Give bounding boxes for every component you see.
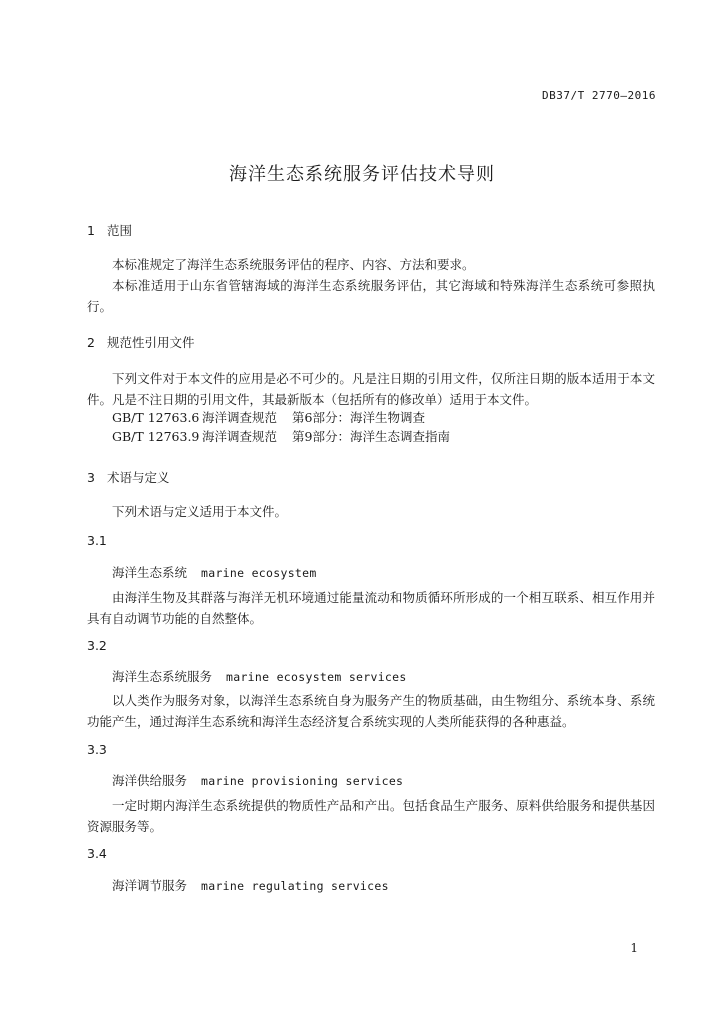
section-title: 范围 <box>107 223 133 238</box>
term-entry <box>112 667 407 685</box>
section-title: 术语与定义 <box>107 470 170 485</box>
term-definition: 以人类作为服务对象，以海洋生态系统自身为服务产生的物质基础，由生物组分、系统本身、系统功能产生，通过海洋生态系统和海洋生态经济复合系统实现的人类所能获得的各种惠益。 <box>87 693 655 729</box>
term-english: marine ecosystem <box>201 566 317 580</box>
section-number: 3 <box>87 470 95 485</box>
term-definition: 一定时期内海洋生态系统提供的物质性产品和产出。包括食品生产服务、原料供给服务和提供基因资源服务等。 <box>87 798 655 834</box>
reference-item <box>112 428 450 446</box>
reference-code: GB/T 12763.9 <box>112 429 200 444</box>
paragraph: 下列术语与定义适用于本文件。 <box>112 504 288 519</box>
document-title: 海洋生态系统服务评估技术导则 <box>229 164 495 185</box>
section-heading-2 <box>87 333 195 351</box>
section-number: 2 <box>87 335 95 350</box>
term-definition: 由海洋生物及其群落与海洋无机环境通过能量流动和物质循环所形成的一个相互联系、相互作用并具有自动调节功能的自然整体。 <box>87 590 655 626</box>
term-entry <box>112 771 403 789</box>
term-number: 3.4 <box>87 846 107 861</box>
term-chinese: 海洋生态系统 <box>112 565 188 580</box>
paragraph: 下列文件对于本文件的应用是必不可少的。凡是注日期的引用文件，仅所注日期的版本适用于本文件。凡是不注日期的引用文件，其最新版本（包括所有的修改单）适用于本文件。 <box>87 371 655 407</box>
section-heading-1 <box>87 221 132 239</box>
term-chinese: 海洋生态系统服务 <box>112 669 213 684</box>
section-title: 规范性引用文件 <box>107 335 195 350</box>
reference-code: GB/T 12763.6 <box>112 410 200 425</box>
section-heading-3 <box>87 468 170 486</box>
page-number: 1 <box>630 941 638 955</box>
reference-part: 第9部分：海洋生态调查指南 <box>292 429 450 444</box>
term-number: 3.2 <box>87 638 107 653</box>
term-chinese: 海洋供给服务 <box>112 773 188 788</box>
term-number: 3.3 <box>87 742 107 757</box>
term-entry <box>112 563 317 581</box>
paragraph: 本标准适用于山东省管辖海域的海洋生态系统服务评估，其它海域和特殊海洋生态系统可参照执行。 <box>87 278 655 314</box>
term-entry <box>112 876 389 894</box>
term-chinese: 海洋调节服务 <box>112 878 188 893</box>
standard-code: DB37/T 2770—2016 <box>542 89 656 102</box>
section-number: 1 <box>87 223 95 238</box>
term-english: marine provisioning services <box>201 774 404 788</box>
term-number: 3.1 <box>87 533 107 548</box>
reference-item <box>112 409 425 427</box>
reference-part: 第6部分：海洋生物调查 <box>292 410 425 425</box>
reference-series: 海洋调查规范 <box>202 410 278 425</box>
paragraph: 本标准规定了海洋生态系统服务评估的程序、内容、方法和要求。 <box>112 257 475 272</box>
term-english: marine ecosystem services <box>226 670 407 684</box>
term-english: marine regulating services <box>201 879 389 893</box>
reference-series: 海洋调查规范 <box>202 429 278 444</box>
